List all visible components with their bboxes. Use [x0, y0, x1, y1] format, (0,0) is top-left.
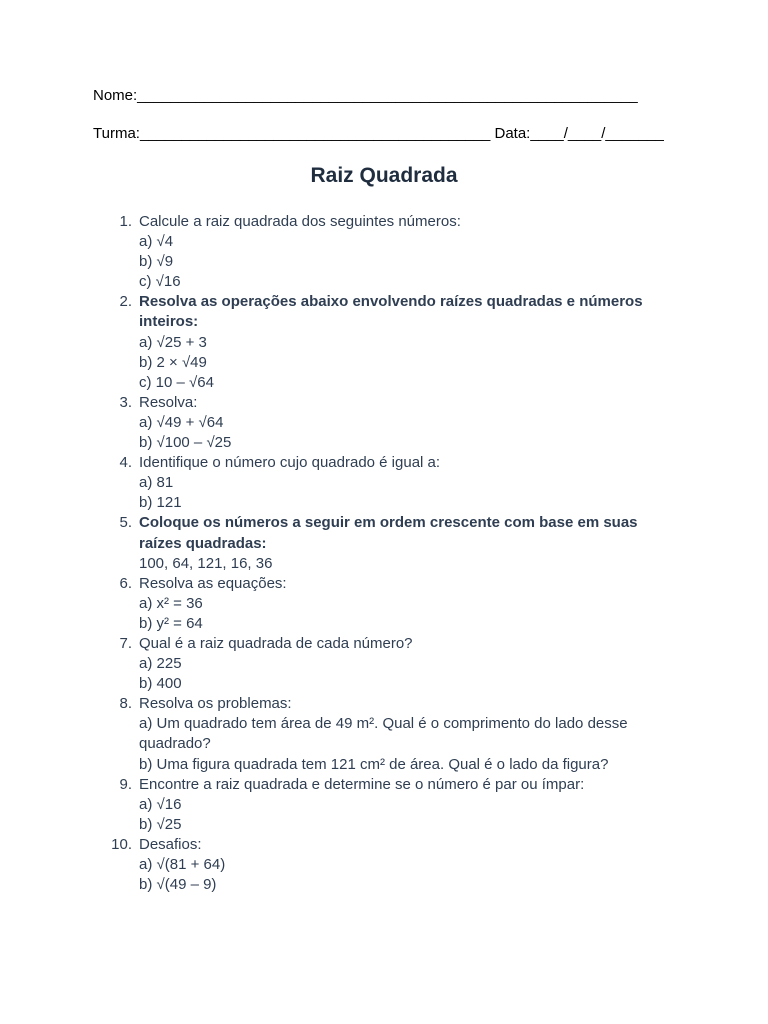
question-number: 8. [119, 695, 132, 713]
question-6 [0, 574, 768, 634]
question-item: b) Uma figura quadrada tem 121 cm² de área. Qual é o lado da figura? [139, 755, 609, 773]
question-list [0, 212, 768, 895]
question-prompt: Qual é a raiz quadrada de cada número? [139, 634, 413, 652]
question-item: b) √(49 – 9) [139, 876, 217, 894]
name-field-line: Nome:____________________________________________________________ [93, 87, 638, 104]
question-prompt: Resolva as operações abaixo envolvendo raízes quadradas e números inteiros: [139, 293, 643, 331]
question-item: a) 225 [139, 655, 182, 673]
question-item: c) √16 [139, 273, 181, 291]
question-number: 9. [119, 775, 132, 793]
question-prompt: Calcule a raiz quadrada dos seguintes números: [139, 213, 461, 230]
question-item: a) x² = 36 [139, 594, 203, 612]
question-2 [0, 292, 768, 392]
question-5 [0, 513, 768, 573]
question-prompt: Encontre a raiz quadrada e determine se o número é par ou ímpar: [139, 775, 585, 793]
question-item: 100, 64, 121, 16, 36 [139, 554, 273, 572]
question-prompt: Resolva os problemas: [139, 695, 292, 713]
question-7 [0, 634, 768, 694]
question-prompt: Resolva as equações: [139, 574, 287, 592]
question-number: 7. [119, 634, 132, 652]
question-prompt: Identifique o número cujo quadrado é igual a: [139, 454, 441, 472]
question-item: a) √(81 + 64) [139, 856, 226, 873]
question-number: 6. [119, 574, 132, 592]
question-3 [0, 393, 768, 453]
question-item: a) 81 [139, 474, 174, 492]
question-item: b) √9 [139, 253, 174, 271]
question-number: 5. [119, 514, 132, 532]
question-item: b) 121 [139, 494, 182, 512]
question-1 [0, 212, 768, 292]
question-number: 2. [119, 293, 132, 311]
question-item: b) 2 × √49 [139, 353, 207, 371]
question-item: a) √16 [139, 795, 182, 813]
question-number: 4. [119, 454, 132, 472]
question-10 [0, 835, 768, 895]
question-8 [0, 694, 768, 774]
question-item: a) √25 + 3 [139, 333, 207, 351]
question-number: 10. [111, 835, 132, 853]
question-item: c) 10 – √64 [139, 373, 214, 391]
question-item: a) √49 + √64 [139, 413, 224, 431]
question-item: b) y² = 64 [139, 614, 203, 632]
question-prompt: Desafios: [139, 835, 202, 853]
question-item: b) 400 [139, 675, 182, 693]
question-item: a) Um quadrado tem área de 49 m². Qual é o comprimento do lado desse quadrado? [139, 715, 628, 753]
question-9 [0, 775, 768, 835]
question-4 [0, 453, 768, 513]
question-number: 1. [119, 213, 132, 230]
question-number: 3. [119, 393, 132, 411]
class-date-field-line: Turma:__________________________________________ Data:____/____/_______ [93, 125, 664, 142]
page-title: Raiz Quadrada [310, 164, 458, 187]
question-prompt: Coloque os números a seguir em ordem crescente com base em suas raízes quadradas: [139, 514, 638, 552]
question-item: b) √25 [139, 815, 182, 833]
question-prompt: Resolva: [139, 393, 198, 411]
question-item: a) √4 [139, 233, 174, 251]
question-item: b) √100 – √25 [139, 434, 232, 452]
